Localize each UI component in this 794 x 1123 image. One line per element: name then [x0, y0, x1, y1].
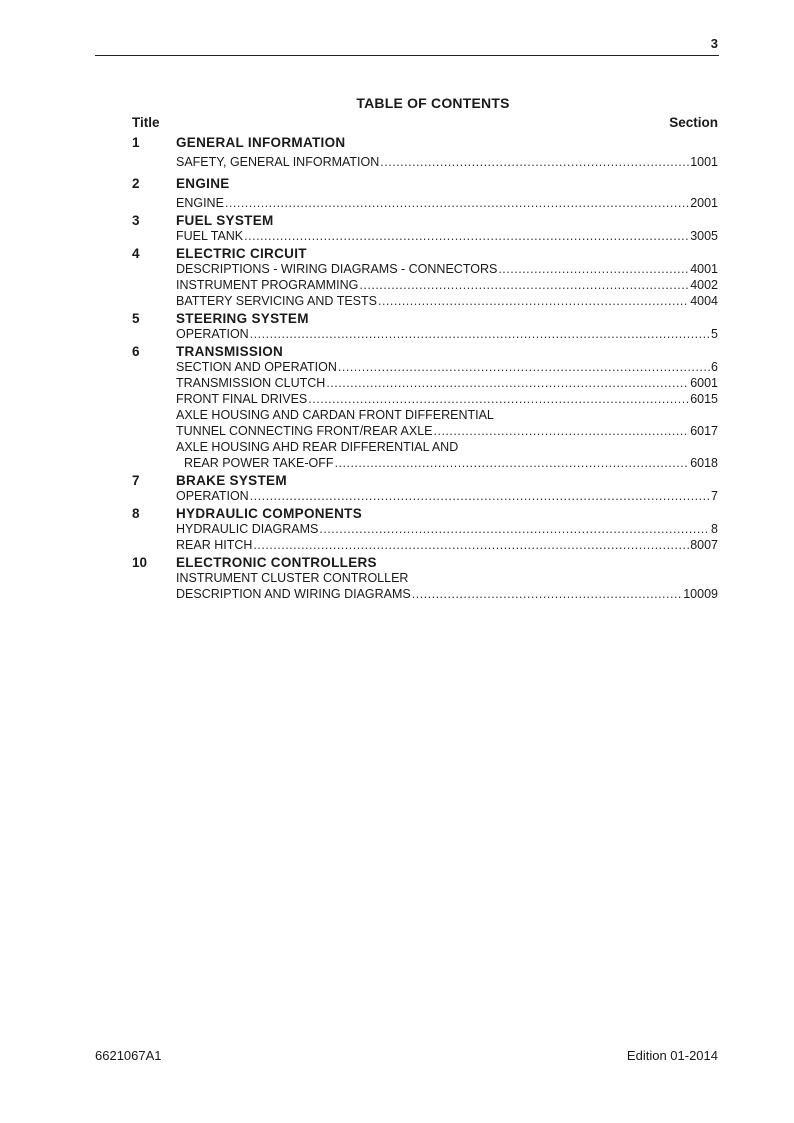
entry-section: 4001 [690, 262, 718, 276]
toc-entry[interactable] [176, 327, 718, 343]
chapter-heading [132, 134, 718, 151]
toc-title: TABLE OF CONTENTS [356, 95, 510, 111]
chapter-name: GENERAL INFORMATION [176, 135, 346, 150]
toc-entry[interactable] [176, 294, 718, 310]
entry-title-line: INSTRUMENT CLUSTER CONTROLLER [176, 571, 409, 585]
entry-label: ENGINE [176, 196, 224, 210]
chapter-heading [132, 245, 718, 262]
chapter-number: 5 [132, 311, 140, 326]
entry-section: 2001 [690, 196, 718, 210]
entry-title-line: AXLE HOUSING AND CARDAN FRONT DIFFERENTIAL [176, 408, 494, 422]
toc-entry[interactable] [176, 360, 718, 376]
entry-label: SECTION AND OPERATION [176, 360, 337, 374]
chapter-name: BRAKE SYSTEM [176, 473, 287, 488]
toc-entry[interactable] [176, 587, 718, 603]
chapter-name: FUEL SYSTEM [176, 213, 274, 228]
chapter-number: 10 [132, 555, 148, 570]
leader-dots [250, 489, 710, 503]
header-rule [95, 55, 719, 56]
entry-section: 1001 [690, 155, 718, 169]
entry-section: 4002 [690, 278, 718, 292]
entry-section: 3005 [690, 229, 718, 243]
chapter-heading [132, 343, 718, 360]
leader-dots [244, 229, 689, 243]
toc-entry[interactable] [176, 196, 718, 212]
chapter-number: 6 [132, 344, 140, 359]
leader-dots [380, 155, 689, 169]
edition-label: Edition 01-2014 [626, 1048, 718, 1063]
column-title-label: Title [132, 115, 160, 130]
toc-entry[interactable] [176, 456, 718, 472]
toc-column-headers [132, 115, 718, 130]
chapter-number: 8 [132, 506, 140, 521]
leader-dots [359, 278, 689, 292]
chapter-number: 7 [132, 473, 140, 488]
chapter-heading [132, 212, 718, 229]
entry-section: 5 [711, 327, 718, 341]
toc-entry[interactable] [176, 229, 718, 245]
chapter-number: 4 [132, 246, 140, 261]
entry-label: TRANSMISSION CLUTCH [176, 376, 326, 390]
chapter-name: STEERING SYSTEM [176, 311, 309, 326]
entry-title-line: AXLE HOUSING AHD REAR DIFFERENTIAL AND [176, 440, 459, 454]
chapter-number: 1 [132, 135, 140, 150]
toc-entry[interactable] [176, 522, 718, 538]
chapter-name: ENGINE [176, 176, 230, 191]
leader-dots [412, 587, 682, 601]
leader-dots [434, 424, 690, 438]
leader-dots [338, 360, 710, 374]
chapter-number: 3 [132, 213, 140, 228]
leader-dots [335, 456, 690, 470]
chapter-name: TRANSMISSION [176, 344, 284, 359]
entry-section: 4004 [690, 294, 718, 308]
toc-entry[interactable] [176, 155, 718, 171]
document-code: 6621067A1 [95, 1048, 162, 1063]
entry-section: 6001 [690, 376, 718, 390]
entry-label: OPERATION [176, 327, 249, 341]
leader-dots [250, 327, 710, 341]
entry-section: 8 [711, 522, 718, 536]
chapter-heading [132, 554, 718, 571]
toc-entry[interactable] [176, 538, 718, 554]
column-section-label: Section [669, 115, 718, 130]
entry-label: HYDRAULIC DIAGRAMS [176, 522, 319, 536]
leader-dots [225, 196, 689, 210]
entry-label: SAFETY, GENERAL INFORMATION [176, 155, 380, 169]
entry-label: DESCRIPTIONS - WIRING DIAGRAMS - CONNECTORS [176, 262, 498, 276]
toc-entry[interactable] [176, 262, 718, 278]
toc-entry[interactable] [176, 424, 718, 440]
entry-label: TUNNEL CONNECTING FRONT/REAR AXLE [176, 424, 433, 438]
entry-section: 6018 [690, 456, 718, 470]
toc-entry[interactable] [176, 376, 718, 392]
entry-label: BATTERY SERVICING AND TESTS [176, 294, 377, 308]
entry-section: 8007 [690, 538, 718, 552]
entry-section: 6015 [690, 392, 718, 406]
toc-entry[interactable] [176, 392, 718, 408]
chapter-name: ELECTRIC CIRCUIT [176, 246, 307, 261]
chapter-heading [132, 175, 718, 192]
entry-label: REAR HITCH [176, 538, 253, 552]
toc-entry[interactable] [176, 278, 718, 294]
toc-entry[interactable] [176, 489, 718, 505]
leader-dots [498, 262, 689, 276]
entry-section: 7 [711, 489, 718, 503]
leader-dots [326, 376, 689, 390]
chapter-name: ELECTRONIC CONTROLLERS [176, 555, 377, 570]
toc-body [132, 134, 718, 603]
leader-dots [253, 538, 689, 552]
entry-section: 6017 [690, 424, 718, 438]
entry-label: INSTRUMENT PROGRAMMING [176, 278, 359, 292]
leader-dots [308, 392, 689, 406]
entry-label: REAR POWER TAKE-OFF [184, 456, 334, 470]
entry-label: FUEL TANK [176, 229, 244, 243]
chapter-heading [132, 310, 718, 327]
chapter-heading [132, 505, 718, 522]
chapter-number: 2 [132, 176, 140, 191]
entry-label: DESCRIPTION AND WIRING DIAGRAMS [176, 587, 411, 601]
entry-section: 10009 [683, 587, 718, 601]
leader-dots [378, 294, 689, 308]
entry-label: OPERATION [176, 489, 249, 503]
chapter-name: HYDRAULIC COMPONENTS [176, 506, 363, 521]
entry-label: FRONT FINAL DRIVES [176, 392, 308, 406]
chapter-heading [132, 472, 718, 489]
entry-section: 6 [711, 360, 718, 374]
leader-dots [319, 522, 710, 536]
page-number: 3 [710, 36, 718, 51]
